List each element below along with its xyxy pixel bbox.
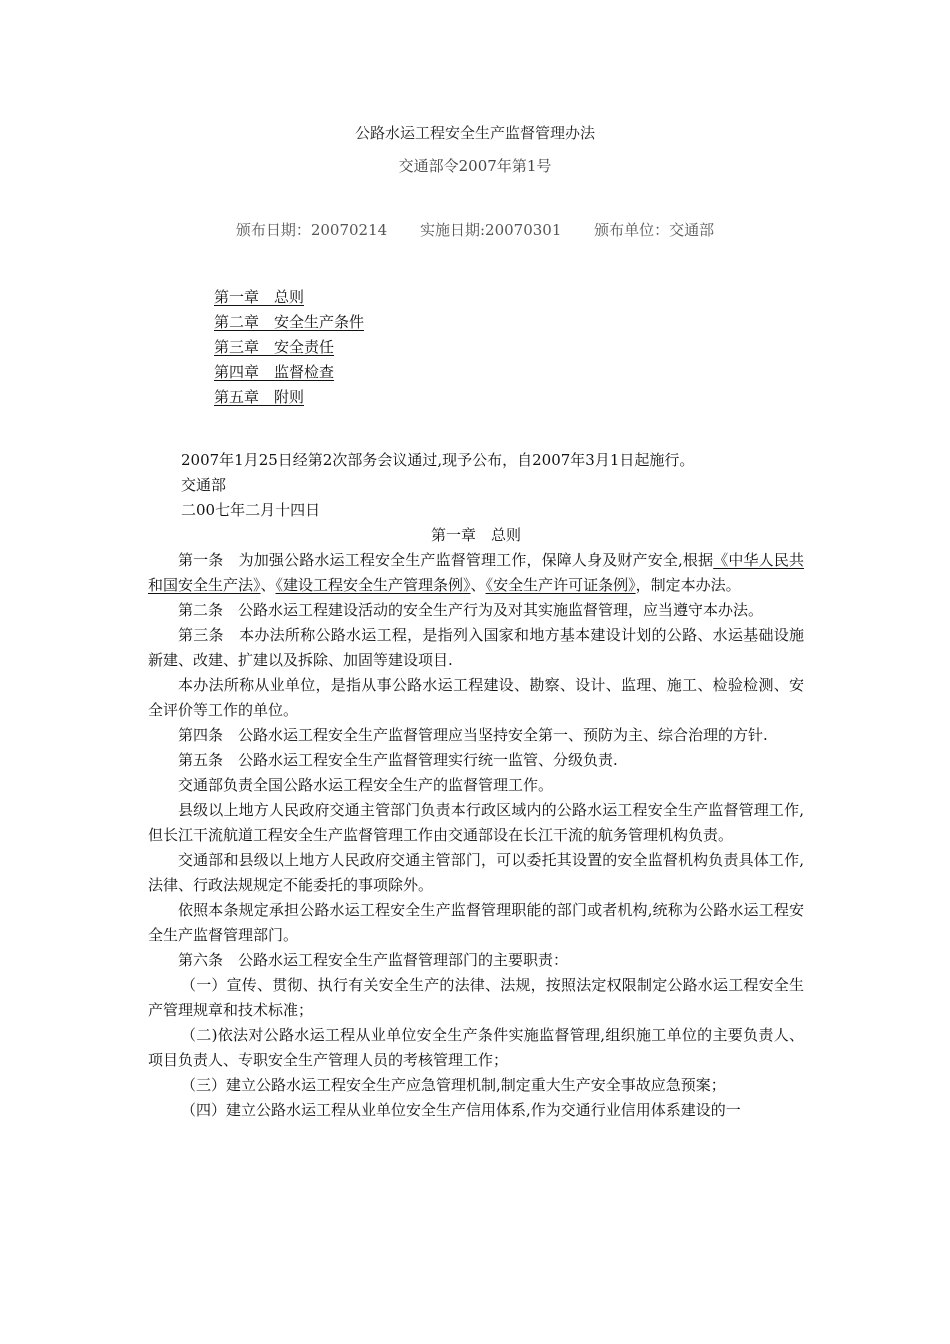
issuer: 颁布单位：交通部 <box>594 221 715 239</box>
article-5-para-4: 交通部和县级以上地方人民政府交通主管部门，可以委托其设置的安全监督机构负责具体工作,法律、行政法规规定不能委托的事项除外。 <box>148 851 804 894</box>
sign-date: 二00七年二月十四日 <box>181 501 321 519</box>
announcement: 2007年1月25日经第2次部务会议通过,现予公布，自2007年3月1日起施行。 <box>181 451 695 469</box>
toc-link-chapter-2[interactable]: 第二章 安全生产条件 <box>214 313 365 331</box>
document-meta <box>0 219 950 240</box>
article-1 <box>148 548 804 598</box>
law-link-construction-regulation[interactable]: 《建设工程安全生产管理条例》 <box>275 576 471 594</box>
article-5-para-2: 交通部负责全国公路水运工程安全生产的监督管理工作。 <box>178 776 554 794</box>
order-number: 交通部令2007年第1号 <box>398 157 552 175</box>
chapter-heading: 第一章 总则 <box>430 526 521 544</box>
article-1-end: ，制定本办法。 <box>635 576 741 594</box>
article-2: 第二条 公路水运工程建设活动的安全生产行为及对其实施监督管理，应当遵守本办法。 <box>178 601 764 619</box>
article-6-item-3: （三）建立公路水运工程安全生产应急管理机制,制定重大生产安全事故应急预案； <box>181 1076 726 1094</box>
separator: 、 <box>470 576 486 594</box>
article-6-item-2: （二)依法对公路水运工程从业单位安全生产条件实施监督管理,组织施工单位的主要负责人、项目负责人、专职安全生产管理人员的考核管理工作； <box>148 1026 804 1069</box>
toc-link-chapter-4[interactable]: 第四章 监督检查 <box>214 363 335 381</box>
article-6: 第六条 公路水运工程安全生产监督管理部门的主要职责： <box>178 951 569 969</box>
law-link-safety-production-act[interactable]: 《中华人民共和国安全生产法》 <box>148 551 804 594</box>
toc-link-chapter-3[interactable]: 第三章 安全责任 <box>214 338 335 356</box>
article-3: 第三条 本办法所称公路水运工程，是指列入国家和地方基本建设计划的公路、水运基础设施新建、改建、扩建以及拆除、加固等建设项目. <box>148 626 804 669</box>
toc-link-chapter-5[interactable]: 第五章 附则 <box>214 388 305 406</box>
effective-date: 实施日期:20070301 <box>419 221 562 239</box>
law-link-license-regulation[interactable]: 《安全生产许可证条例》 <box>485 576 636 594</box>
issue-date: 颁布日期：20070214 <box>235 221 388 239</box>
article-6-item-4: （四）建立公路水运工程从业单位安全生产信用体系,作为交通行业信用体系建设的一 <box>181 1101 741 1119</box>
article-5-para-5: 依照本条规定承担公路水运工程安全生产监督管理职能的部门或者机构,统称为公路水运工程安全生产监督管理部门。 <box>148 901 804 944</box>
table-of-contents <box>214 285 364 410</box>
article-5-para-3: 县级以上地方人民政府交通主管部门负责本行政区域内的公路水运工程安全生产监督管理工作,但长江干流航道工程安全生产监督管理工作由交通部设在长江干流的航务管理机构负责。 <box>148 801 804 844</box>
article-3-para-2: 本办法所称从业单位，是指从事公路水运工程建设、勘察、设计、监理、施工、检验检测、安全评价等工作的单位。 <box>148 676 804 719</box>
separator: 、 <box>260 576 276 594</box>
article-5: 第五条 公路水运工程安全生产监督管理实行统一监管、分级负责. <box>178 751 618 769</box>
article-4: 第四条 公路水运工程安全生产监督管理应当坚持安全第一、预防为主、综合治理的方针. <box>178 726 768 744</box>
article-1-text: 第一条 为加强公路水运工程安全生产监督管理工作，保障人身及财产安全,根据 <box>178 551 714 569</box>
document-body <box>148 448 804 1123</box>
toc-link-chapter-1[interactable]: 第一章 总则 <box>214 288 305 306</box>
document-title: 公路水运工程安全生产监督管理办法 <box>354 124 595 142</box>
signer: 交通部 <box>181 476 227 494</box>
article-6-item-1: （一）宣传、贯彻、执行有关安全生产的法律、法规，按照法定权限制定公路水运工程安全生产管理规章和技术标准； <box>148 976 804 1019</box>
